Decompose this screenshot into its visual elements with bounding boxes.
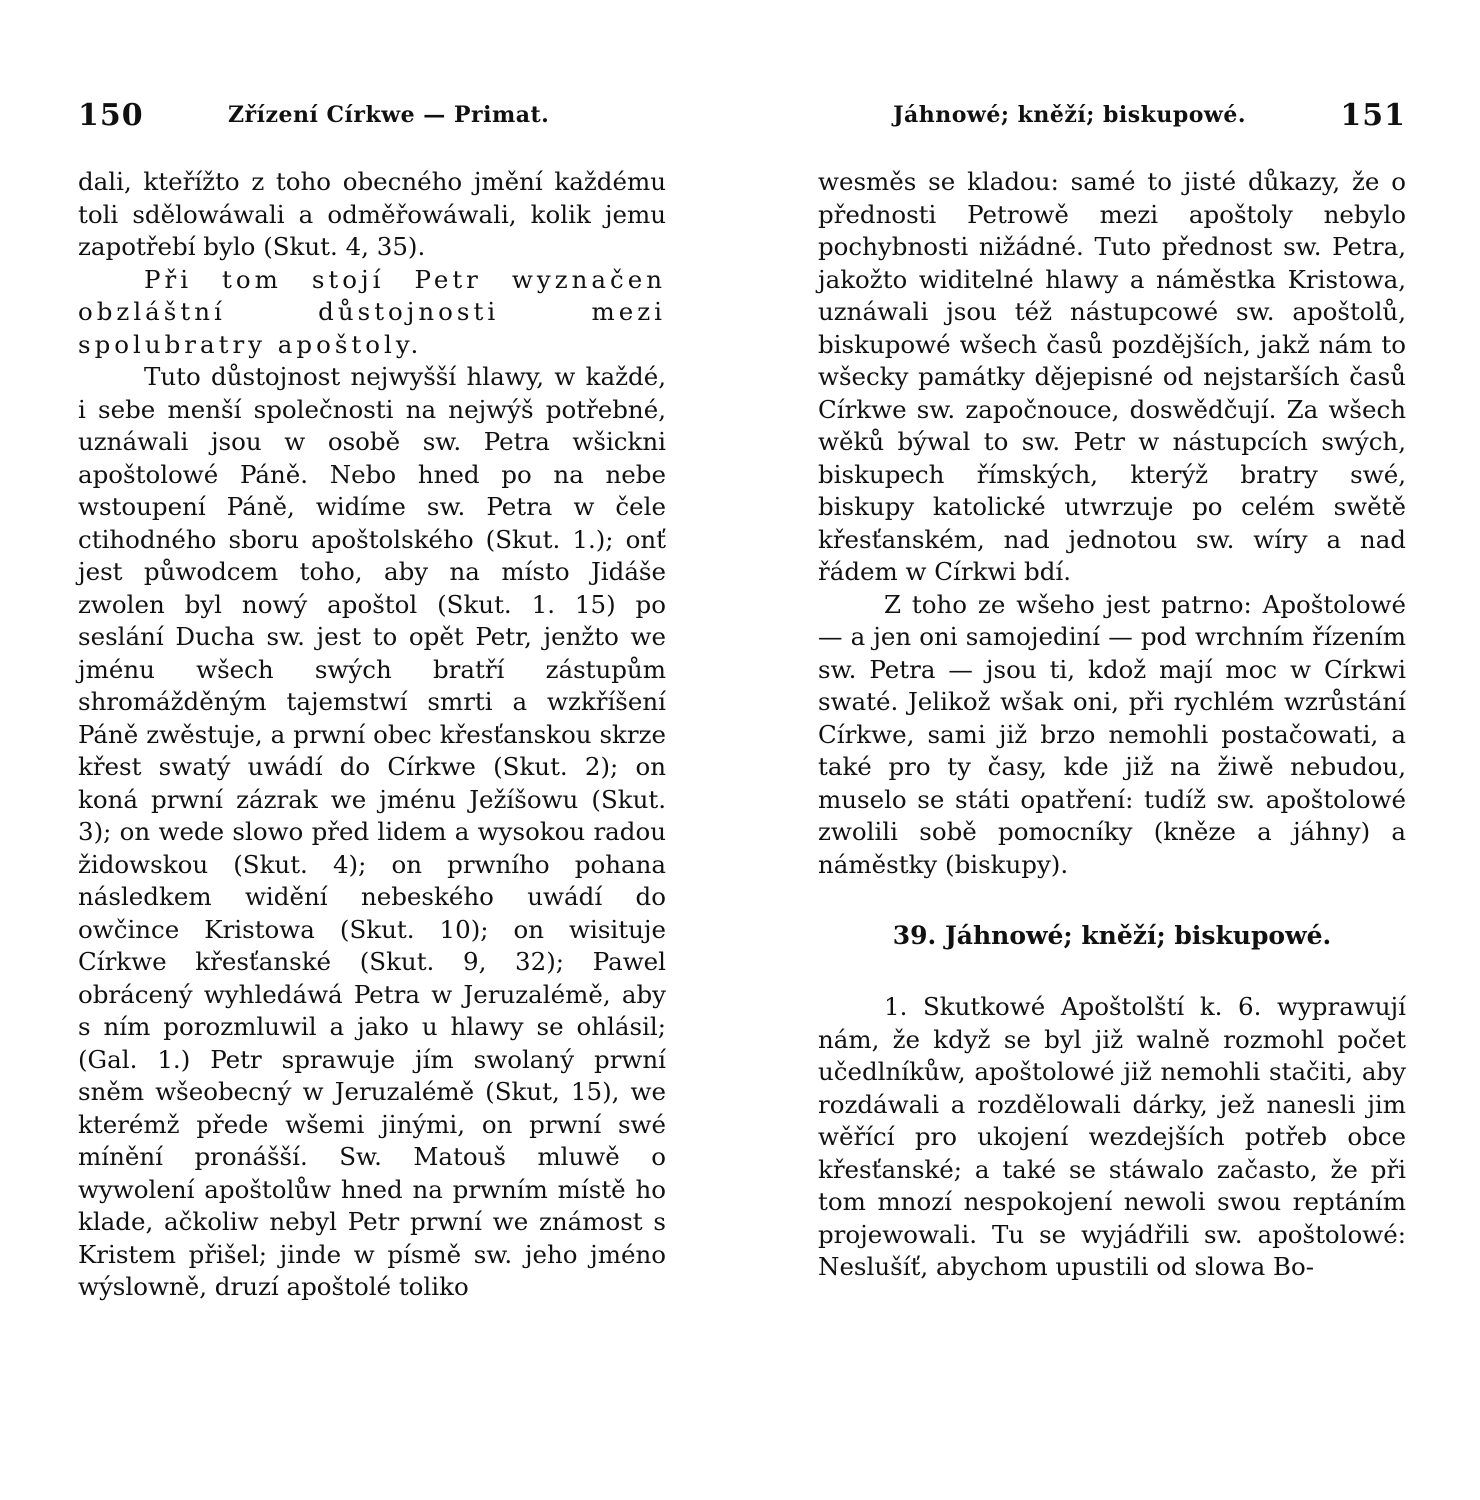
left-paragraph-2: Při tom stojí Petr wyznačen obzláštní důstojnosti mezi spolubratry apoštoly.	[78, 264, 666, 359]
left-page-number: 150	[78, 98, 144, 133]
right-body-text	[818, 166, 1406, 1284]
left-running-title: Zřízení Církwe — Primat.	[228, 102, 550, 128]
right-running-title: Jáhnowé; kněží; biskupowé.	[893, 102, 1246, 128]
right-paragraph-1: wesměs se kladou: samé to jisté důkazy, že o přednosti Petrowě mezi apoštoly nebylo pochybnosti nižádné. Tuto přednost sw. Petra, jakožto widitelné hlawy a náměstka Kristowa, uznáwali jsou též nástupcowé sw. apoštolů, biskupowé wšech časů pozdějších, jakž nám to wšecky památky dějepisné od nejstarších časů Církwe sw. započnouce, doswědčují. Za wšech wěků býwal to sw. Petr w nástupcích swých, biskupech římských, kterýž bratry swé, biskupy katolické utwrzuje po celém swětě křesťanském, nad jednotou sw. wíry a nad řádem w Církwi bdí.	[818, 167, 1406, 586]
right-paragraph-2: Z toho ze wšeho jest patrno: Apoštolowé — a jen oni samojediní — pod wrchním řízením sw. Petra — jsou ti, kdož mají moc w Církwi swaté. Jelikož wšak oni, při rychlém wzrůstání Církwe, sami již brzo nemohli postačowati, a také pro ty časy, kde již na žiwě nebudou, muselo se státi opatření: tudíž sw. apoštolowé zwolili sobě pomocníky (kněze a jáhny) a náměstky (biskupy).	[818, 589, 1406, 879]
left-paragraph-3: Tuto důstojnost nejwyšší hlawy, w každé, i sebe menší společnosti na nejwýš potřebné, uznáwali jsou w osobě sw. Petra wšickni apoštolowé Páně. Nebo hned po na nebe wstoupení Páně, widíme sw. Petra w čele ctihodného sboru apoštolského (Skut. 1.); onť jest půwodcem toho, aby na místo Jidáše zwolen byl nowý apoštol (Skut. 1. 15) po seslání Ducha sw. jest to opět Petr, jenžto we jménu wšech swých bratří zástupům shromážděným tajemstwí smrti a wzkříšení Páně zwěstuje, a prwní obec křesťanskou skrze křest swatý uwádí do Církwe (Skut. 2); on koná prwní zázrak we jménu Ježíšowu (Skut. 3); on wede slowo před lidem a wysokou radou židowskou (Skut. 4); on prwního pohana následkem widění nebeského uwádí do owčince Kristowa (Skut. 10); on wisituje Církwe křesťanské (Skut. 9, 32); Pawel obrácený wyhledáwá Petra w Jeruzalémě, aby s ním porozmluwil a jako u hlawy se ohlásil; (Gal. 1.) Petr sprawuje jím swolaný prwní sněm wšeobecný w Jeruzalémě (Skut, 15), we kterémž přede wšemi jinými, on prwní swé mínění pronášší. Sw. Matouš mluwě o wywolení apoštolůw hned na prwním místě ho klade, ačkoliw nebyl Petr prwní we známost s Kristem přišel; jinde w písmě sw. jeho jméno wýslowně, druzí apoštolé toliko	[78, 362, 666, 1301]
left-body-text	[78, 166, 666, 1304]
right-running-head	[818, 98, 1406, 138]
right-paragraph-3: 1. Skutkowé Apoštolští k. 6. wyprawují nám, že když se byl již walně rozmohl počet učedlníkůw, apoštolowé již nemohli stačiti, aby rozdáwali a rozdělowali dárky, jež nanesli jim wěřící pro ukojení wezdejších potřeb obce křesťanské; a také se stáwalo začasto, že při tom mnozí nespokojení newoli swou reptáním projewowali. Tu se wyjádřili sw. apoštolowé: Neslušíť, abychom upustili od slowa Bo-	[818, 992, 1406, 1281]
section-heading: 39. Jáhnowé; kněží; biskupowé.	[892, 921, 1332, 950]
left-running-head	[78, 98, 666, 138]
right-page-number: 151	[1340, 98, 1406, 133]
left-paragraph-1: dali, kteřížto z toho obecného jmění každému toli sdělowáwali a odměřowáwali, kolik jemu zapotřebí bylo (Skut. 4, 35).	[78, 167, 666, 261]
